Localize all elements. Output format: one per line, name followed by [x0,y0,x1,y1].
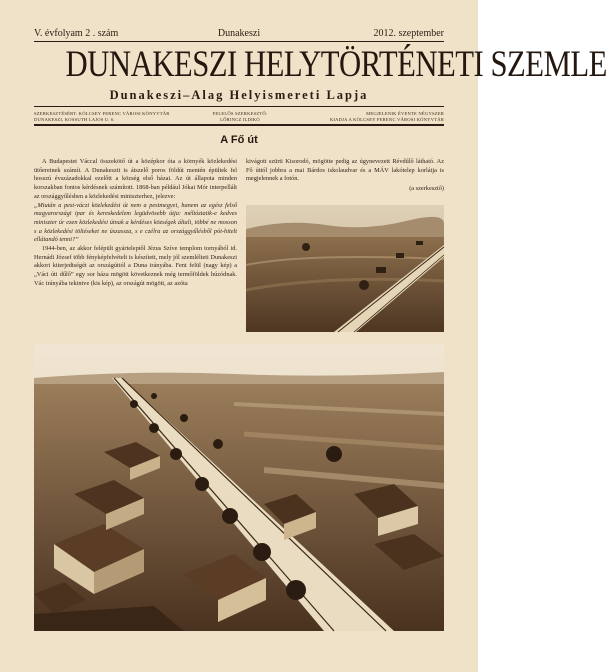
street-photo-large [34,344,444,631]
article-column-right [246,158,444,194]
street-photo-small-drawing [246,205,444,332]
article-signature: (a szerkesztő) [409,185,444,193]
article-paragraph-1: A Budapestet Váccal összekötő út a középkor óta a környék közlekedési ütőereinek számít. A Dunakeszit is átszelő poros földút mentén épültek fel hosszú évszázadokkal ezelőtt a község első házai. Az út állapota minden korszakban fontos kérdésnek számított. 1868-ban például Jókai Mór interpellált az országgyűlésben a közlekedési miniszterhez, jelezve: [34,158,237,200]
credit-editor [195,111,285,122]
issue-date: 2012. szeptember [373,28,444,39]
credit-frequency [294,111,444,122]
issue-city: Dunakeszi [217,28,261,39]
article-paragraph-3: kivágott szürti Kisorodó, mögötte pedig az úgynevezett Révdűlő látható. Az Fő úttól jobbra a mai Bárdos iskolaudvar és a MÁV lakótelep korlátja is megjelennek a fotón. [246,158,444,183]
issue-line [34,28,444,40]
credit-editor-line1: FELELŐS SZERKESZTŐ: [212,111,268,116]
credits-bottom-rule [34,124,444,126]
article-title: A Fő út [220,134,258,146]
credit-publisher-line1: SZERKESZTÉSÉRT: KÖLCSEY FERENC VÁROSI KÖNYVTÁR [34,111,170,116]
credit-publisher-line2: DUNAKESZI, KOSSUTH LAJOS U. 6. [34,116,115,122]
credit-editor-line2: LŐRINCZ ILDIKÓ [220,116,260,122]
article-quote: „Miután a pest-váczi közlekedési út nem a pestmegyei, hanem az egész felső magyarországi ipar és kereskedelem legüdvösebb útja: méltóztatik-e kedves miniszter úr ezen közlekedési útnak a kérdéses községek általi, többé ne mosson s a közlekedési töltéseket ne úszassza, s e czélra az országgyűlésből pót-hitelt ellátandó tenni?” [34,201,237,244]
street-photo-large-drawing [34,344,444,631]
street-photo-small [246,205,444,332]
masthead-subtitle: Dunakeszi–Alag Helyismereti Lapja [109,88,369,102]
credit-publisher [34,111,184,122]
article-column-left [34,158,237,289]
masthead-title: DUNAKESZI HELYTÖRTÉNETI SZEMLE [65,44,607,85]
credits-top-rule [34,106,444,107]
article-paragraph-2: 1944-ben, az akkor felépült gyárteleptől Jézus Szíve templom tornyából id. Hernádi József több fényképfelvételt is készített, mely jól szemlélteti Dunakeszi akkori kiterjedtségét az országúttól a Duna irányába. Fent felül (nagy kép) a „Váci úti dűlő” egy sor háza mögött következnek még termőföldek húzódnak. Vác irányába tekintve (kis kép), az országút mögött, az azóta [34,245,237,287]
credit-frequency-line2: KIADJA A KÖLCSEY FERENC VÁROSI KÖNYVTÁR [329,116,444,122]
issue-number: V. évfolyam 2 . szám [34,28,119,39]
credit-frequency-line1: MEGJELENIK ÉVENTE NÉGYSZER [366,111,444,116]
